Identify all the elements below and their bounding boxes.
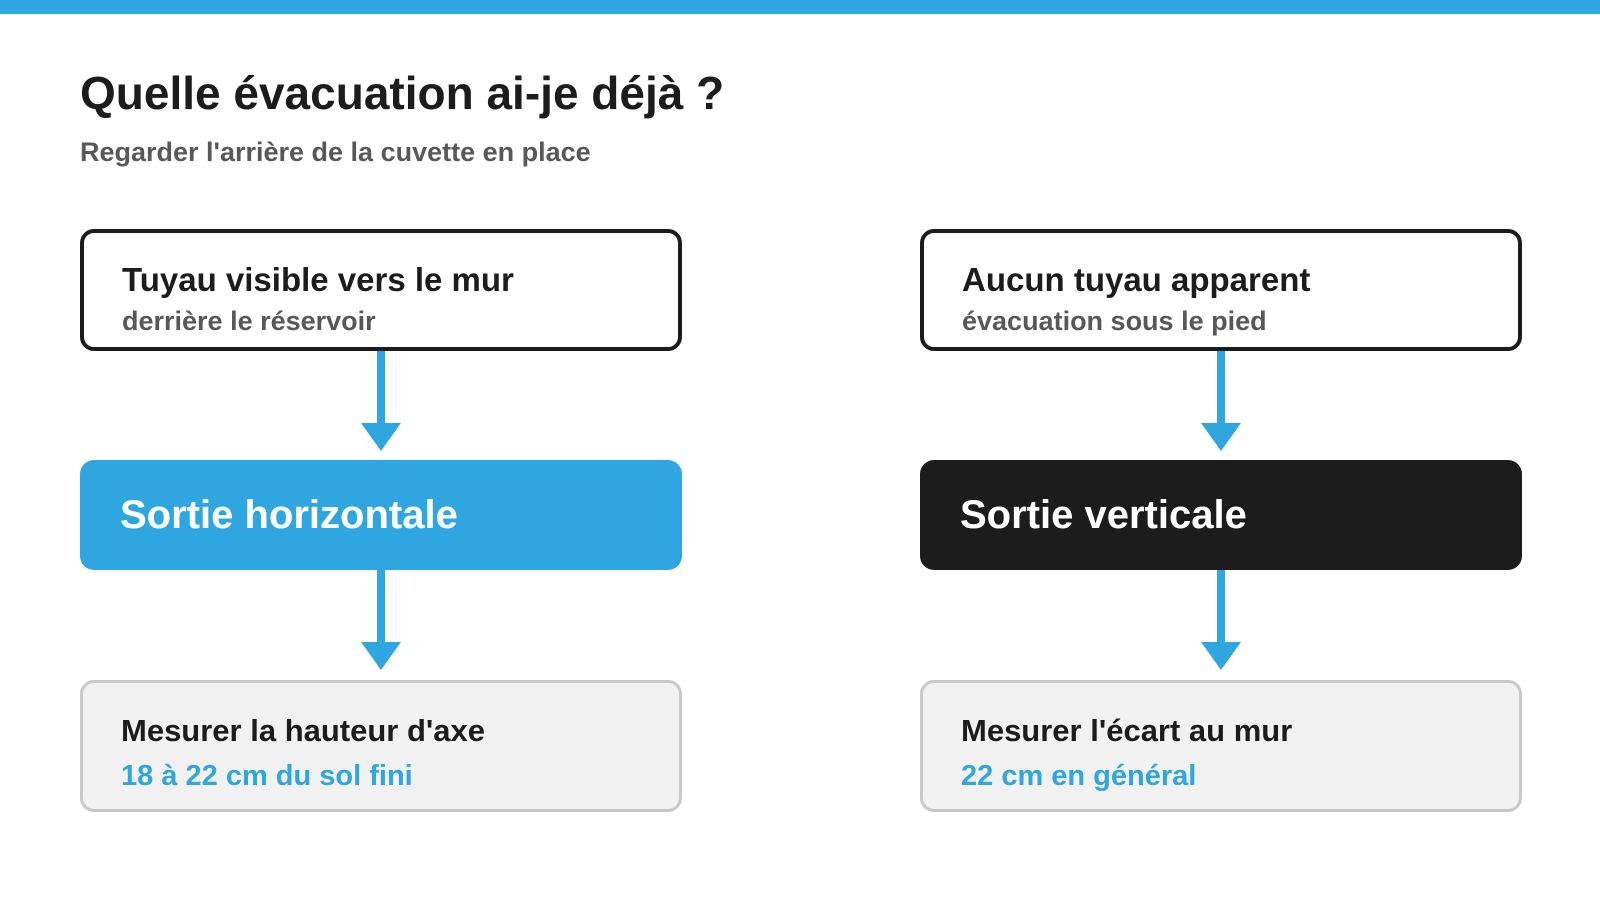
action-box [920,680,1522,812]
arrow-down-icon [1201,570,1241,672]
question-label: Aucun tuyau apparent [962,261,1311,298]
question-detail: évacuation sous le pied [962,306,1267,336]
action-label: Mesurer la hauteur d'axe [121,713,486,748]
top-accent-bar [0,0,1600,14]
arrow-down-icon [1201,351,1241,453]
question-box [920,229,1522,351]
page-subtitle: Regarder l'arrière de la cuvette en place [80,137,591,167]
result-label: Sortie horizontale [120,492,458,537]
question-label: Tuyau visible vers le mur [122,261,514,298]
action-detail: 22 cm en général [961,760,1197,792]
question-box [80,229,682,351]
page-title: Quelle évacuation ai-je déjà ? [80,67,725,119]
branch-horizontal [80,229,682,812]
action-box [80,680,682,812]
action-detail: 18 à 22 cm du sol fini [121,760,413,792]
arrow-down-icon [361,570,401,672]
result-box [920,460,1522,570]
result-label: Sortie verticale [960,492,1247,537]
arrow-down-icon [361,351,401,453]
branch-vertical [920,229,1522,812]
question-detail: derrière le réservoir [122,306,376,336]
result-box [80,460,682,570]
action-label: Mesurer l'écart au mur [961,713,1293,748]
